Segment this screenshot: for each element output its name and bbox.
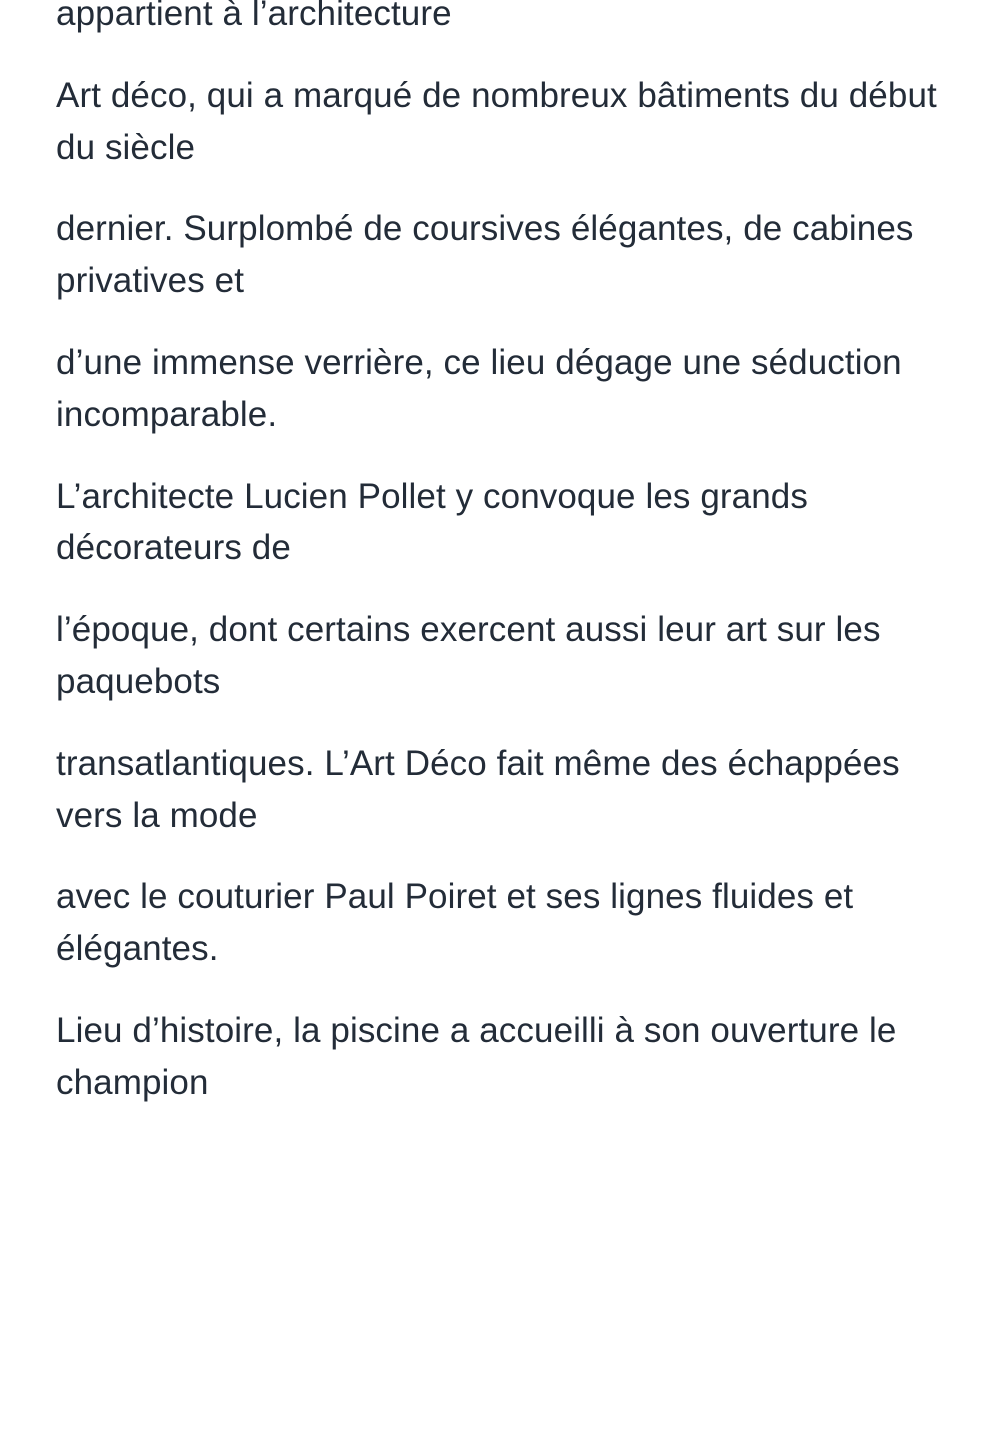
paragraph: dernier. Surplombé de coursives élégantes, de cabines privatives et [56,209,914,301]
article-body [56,0,944,1109]
paragraph: transatlantiques. L’Art Déco fait même des échappées vers la mode [56,743,900,835]
paragraph: Lieu d’histoire, la piscine a accueilli à son ouverture le champion [56,1010,897,1102]
paragraph: avec le couturier Paul Poiret et ses lignes fluides et élégantes. [56,877,854,969]
paragraph: Art déco, qui a marqué de nombreux bâtiments du début du siècle [56,75,937,167]
paragraph: l’époque, dont certains exercent aussi leur art sur les paquebots [56,610,881,701]
paragraph: appartient à l’architecture [56,0,452,33]
paragraph: L’architecte Lucien Pollet y convoque les grands décorateurs de [56,476,808,568]
paragraph: d’une immense verrière, ce lieu dégage une séduction incomparable. [56,342,902,434]
